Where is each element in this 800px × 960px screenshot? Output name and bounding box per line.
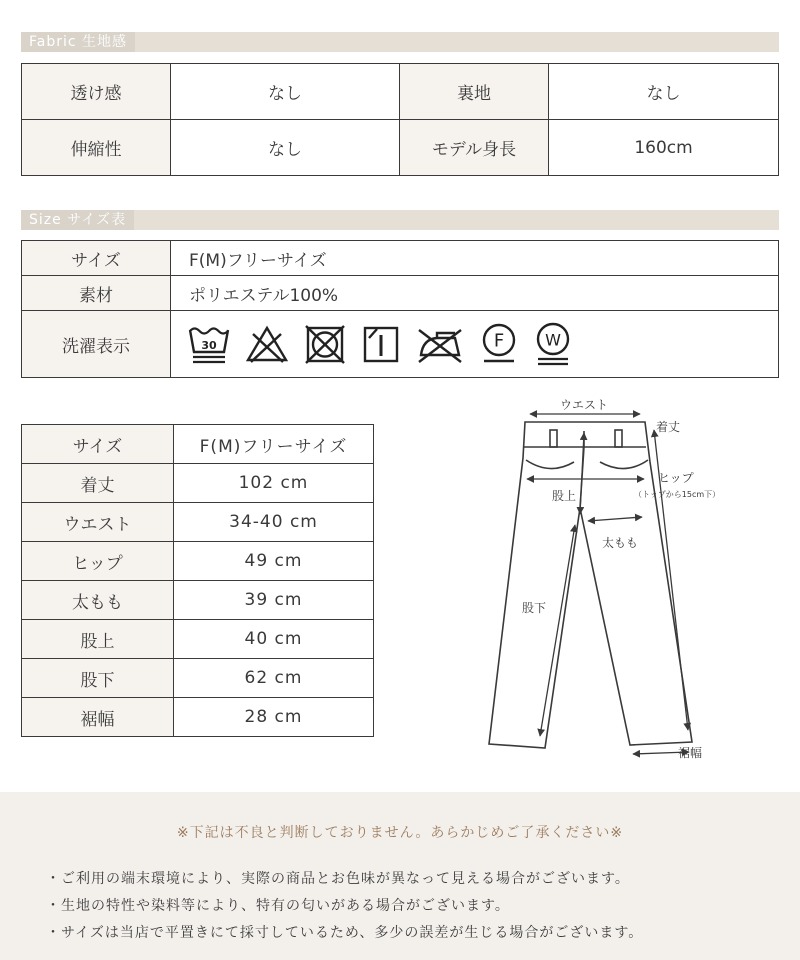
waist-label: ウエスト bbox=[559, 398, 609, 412]
table-row bbox=[22, 464, 374, 503]
thigh-label: 太もも bbox=[602, 536, 639, 550]
inseam-label: 股下 bbox=[522, 601, 547, 615]
hem-label: 裾幅 bbox=[678, 746, 703, 760]
care-icons-cell bbox=[171, 311, 779, 378]
table-row bbox=[22, 311, 779, 378]
rise-label: 股上 bbox=[552, 489, 577, 503]
svg-text:30: 30 bbox=[201, 339, 217, 352]
measurement-value: 34-40 cm bbox=[174, 503, 374, 542]
hang-dry-icon bbox=[361, 324, 401, 364]
no-iron-icon bbox=[415, 324, 465, 364]
measurement-value: 28 cm bbox=[174, 698, 374, 737]
measurement-label: 裾幅 bbox=[22, 698, 174, 737]
measurement-value: 49 cm bbox=[174, 542, 374, 581]
measurement-table bbox=[21, 424, 374, 737]
length-label: 着丈 bbox=[656, 420, 681, 434]
table-row bbox=[22, 120, 779, 176]
measurement-value: 40 cm bbox=[174, 620, 374, 659]
measurement-value: 102 cm bbox=[174, 464, 374, 503]
notes-panel bbox=[0, 792, 800, 960]
no-bleach-icon bbox=[245, 324, 289, 364]
care-label: 洗濯表示 bbox=[22, 311, 171, 378]
sheerness-value: なし bbox=[171, 64, 400, 120]
measurement-label: 股上 bbox=[22, 620, 174, 659]
measurement-label: 股下 bbox=[22, 659, 174, 698]
table-row bbox=[22, 503, 374, 542]
table-row bbox=[22, 276, 779, 311]
table-row bbox=[22, 581, 374, 620]
lining-value: なし bbox=[549, 64, 779, 120]
table-row bbox=[22, 241, 779, 276]
measurement-value: 39 cm bbox=[174, 581, 374, 620]
table-row bbox=[22, 620, 374, 659]
wet-clean-w-icon bbox=[533, 321, 573, 367]
table-row bbox=[22, 698, 374, 737]
notes-title: ※下記は不良と判断しておりません。あらかじめご了承ください※ bbox=[176, 825, 624, 841]
material-label: 素材 bbox=[22, 276, 171, 311]
wash-30-icon bbox=[187, 324, 231, 364]
measurement-label: ウエスト bbox=[22, 503, 174, 542]
size-section-title: Size サイズ表 bbox=[21, 210, 134, 230]
measurement-label: 太もも bbox=[22, 581, 174, 620]
size-table bbox=[21, 240, 779, 378]
size-section-band bbox=[21, 210, 779, 230]
measurement-label: ヒップ bbox=[22, 542, 174, 581]
measurement-label: 着丈 bbox=[22, 464, 174, 503]
table-row bbox=[22, 64, 779, 120]
stretch-label: 伸縮性 bbox=[22, 120, 171, 176]
size-value: F(M)フリーサイズ bbox=[171, 241, 779, 276]
size-label: サイズ bbox=[22, 241, 171, 276]
stretch-value: なし bbox=[171, 120, 400, 176]
svg-text:F: F bbox=[493, 330, 505, 352]
care-icons bbox=[171, 311, 778, 377]
lining-label: 裏地 bbox=[400, 64, 549, 120]
svg-text:W: W bbox=[545, 330, 561, 350]
measurement-value: 62 cm bbox=[174, 659, 374, 698]
pants-measurement-diagram bbox=[470, 390, 770, 780]
hip-label: ヒップ bbox=[658, 471, 694, 485]
model-height-value: 160cm bbox=[549, 120, 779, 176]
fabric-section-title: Fabric 生地感 bbox=[21, 32, 135, 52]
table-row bbox=[22, 425, 374, 464]
no-tumble-dry-icon bbox=[303, 324, 347, 364]
material-value: ポリエステル100% bbox=[171, 276, 779, 311]
measurement-header-value: F(M)フリーサイズ bbox=[174, 425, 374, 464]
model-height-label: モデル身長 bbox=[400, 120, 549, 176]
measurement-header-label: サイズ bbox=[22, 425, 174, 464]
hip-note: （トップから15cm下） bbox=[634, 490, 721, 499]
fabric-table bbox=[21, 63, 779, 176]
fabric-section-band bbox=[21, 32, 779, 52]
note-line: ・生地の特性や染料等により、特有の匂いがある場合がございます。 bbox=[46, 898, 510, 914]
dry-clean-f-icon bbox=[479, 322, 519, 366]
table-row bbox=[22, 659, 374, 698]
note-line: ・サイズは当店で平置きにて採寸しているため、多少の誤差が生じる場合がございます。 bbox=[46, 925, 644, 941]
note-line: ・ご利用の端末環境により、実際の商品とお色味が異なって見える場合がございます。 bbox=[46, 871, 630, 887]
sheerness-label: 透け感 bbox=[22, 64, 171, 120]
table-row bbox=[22, 542, 374, 581]
